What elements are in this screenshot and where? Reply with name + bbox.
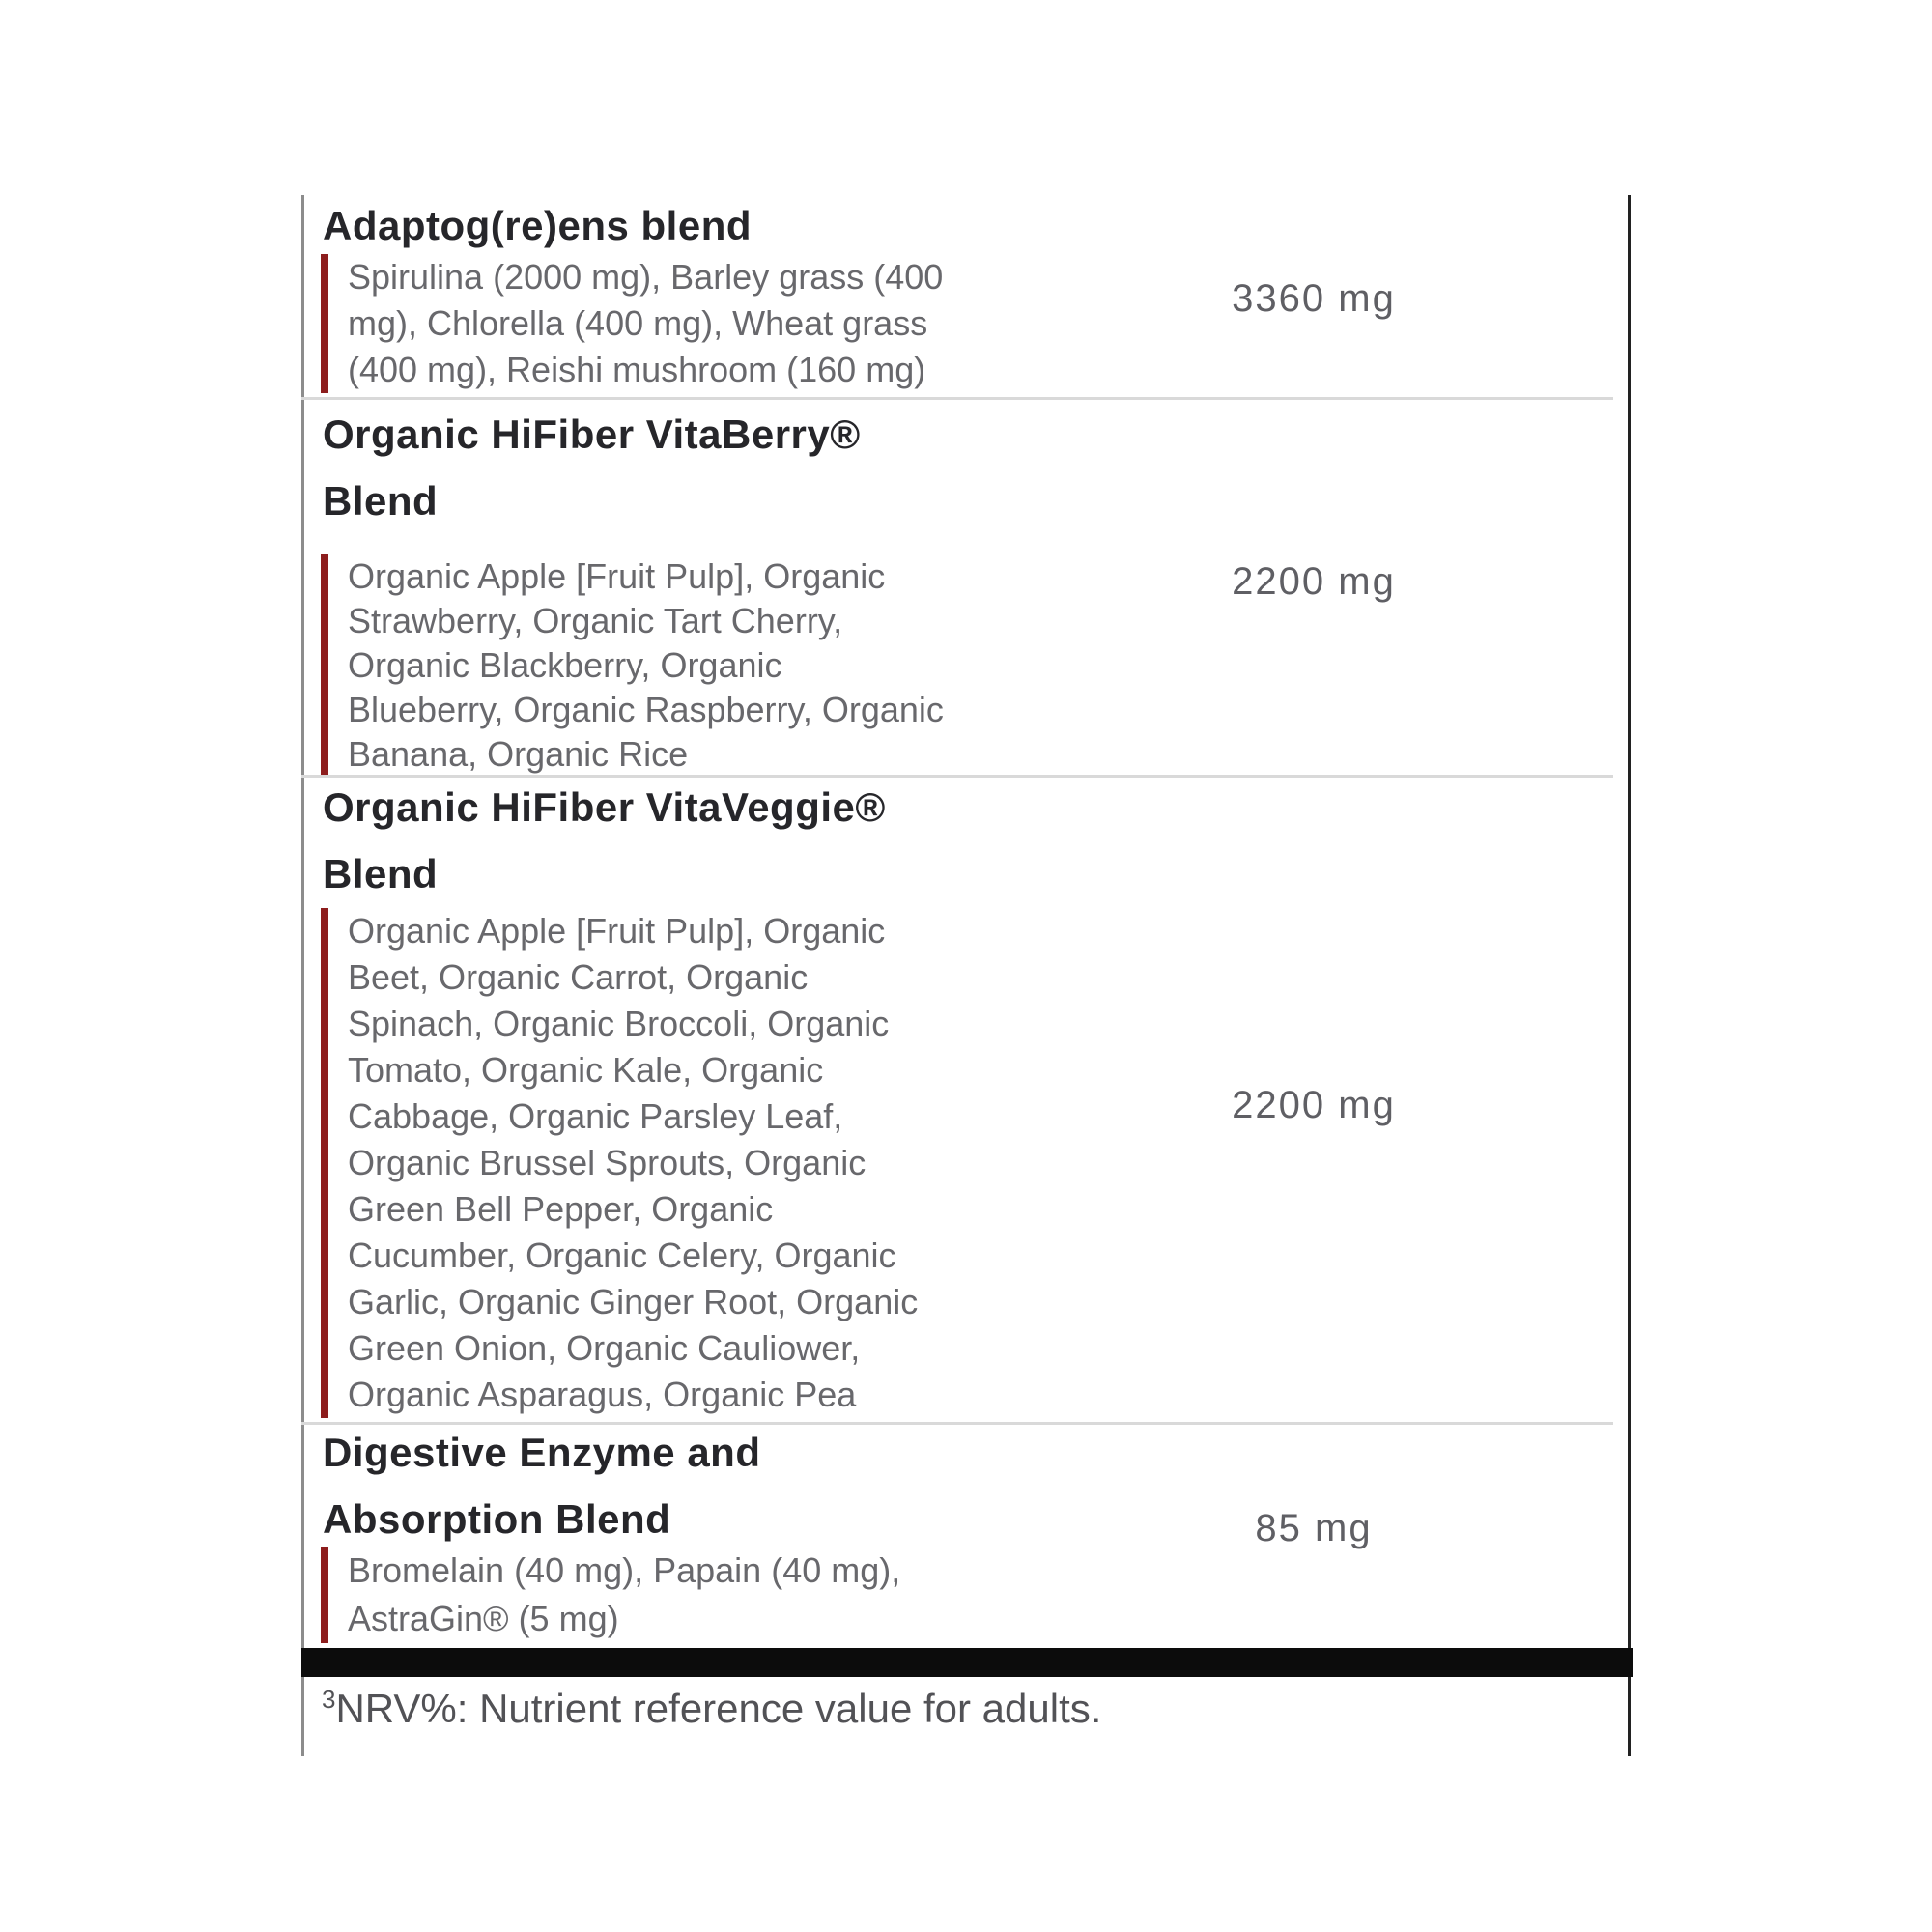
ingredient-line: Bromelain (40 mg), Papain (40 mg), [348, 1550, 901, 1590]
ingredient-line: Strawberry, Organic Tart Cherry, [348, 601, 843, 640]
ingredient-line: Blueberry, Organic Raspberry, Organic [348, 690, 944, 729]
blend-header-vitaberry-line1: Organic HiFiber VitaBerry® [323, 412, 861, 457]
ingredient-line: mg), Chlorella (400 mg), Wheat grass [348, 303, 928, 343]
ingredient-line: Cabbage, Organic Parsley Leaf, [348, 1096, 843, 1136]
blend-header-digestive-line1: Digestive Enzyme and [323, 1430, 761, 1475]
blend-amount-vitaveggie: 2200 mg [1232, 1084, 1396, 1126]
blend-amount-digestive: 85 mg [1255, 1507, 1373, 1549]
blend-ingredients-digestive [321, 1547, 1082, 1643]
ingredient-line: Organic Apple [Fruit Pulp], Organic [348, 556, 886, 596]
blend-amount-vitaberry: 2200 mg [1232, 560, 1396, 603]
footnote-superscript: 3 [322, 1685, 336, 1714]
section-divider [301, 397, 1613, 400]
ingredient-line: Organic Blackberry, Organic [348, 645, 782, 685]
blend-ingredients-vitaveggie [321, 908, 1082, 1418]
ingredient-line: Spinach, Organic Broccoli, Organic [348, 1004, 890, 1043]
ingredient-line: Organic Brussel Sprouts, Organic [348, 1143, 867, 1182]
nrv-footnote [322, 1685, 1101, 1732]
ingredient-line: Green Bell Pepper, Organic [348, 1189, 774, 1229]
blend-ingredients-adaptogens [321, 254, 1082, 393]
ingredient-line: Organic Asparagus, Organic Pea [348, 1375, 857, 1414]
section-divider [301, 775, 1613, 778]
ingredient-line: Garlic, Organic Ginger Root, Organic [348, 1282, 919, 1321]
footnote-text: NRV%: Nutrient reference value for adults. [335, 1686, 1102, 1731]
table-left-rule [301, 195, 304, 1756]
blend-header-vitaveggie-line2: Blend [323, 851, 439, 896]
blend-header-vitaveggie-line1: Organic HiFiber VitaVeggie® [323, 784, 886, 830]
ingredient-line: Tomato, Organic Kale, Organic [348, 1050, 824, 1090]
ingredient-line: Spirulina (2000 mg), Barley grass (400 [348, 257, 944, 297]
blend-header-digestive-line2: Absorption Blend [323, 1496, 671, 1542]
thick-separator-bar [301, 1648, 1633, 1677]
blend-header-adaptogens: Adaptog(re)ens blend [323, 203, 753, 248]
ingredient-line: Cucumber, Organic Celery, Organic [348, 1236, 896, 1275]
blend-header-vitaberry-line2: Blend [323, 478, 439, 524]
ingredient-line: Beet, Organic Carrot, Organic [348, 957, 809, 997]
ingredient-line: AstraGin® (5 mg) [348, 1599, 619, 1638]
ingredient-line: Banana, Organic Rice [348, 734, 689, 774]
ingredient-line: Green Onion, Organic Cauliower, [348, 1328, 861, 1368]
blend-amount-adaptogens: 3360 mg [1232, 277, 1396, 320]
table-right-rule [1628, 195, 1631, 1756]
ingredient-line: Organic Apple [Fruit Pulp], Organic [348, 911, 886, 951]
section-divider [301, 1422, 1613, 1425]
blend-ingredients-vitaberry [321, 554, 1082, 777]
ingredient-line: (400 mg), Reishi mushroom (160 mg) [348, 350, 926, 389]
